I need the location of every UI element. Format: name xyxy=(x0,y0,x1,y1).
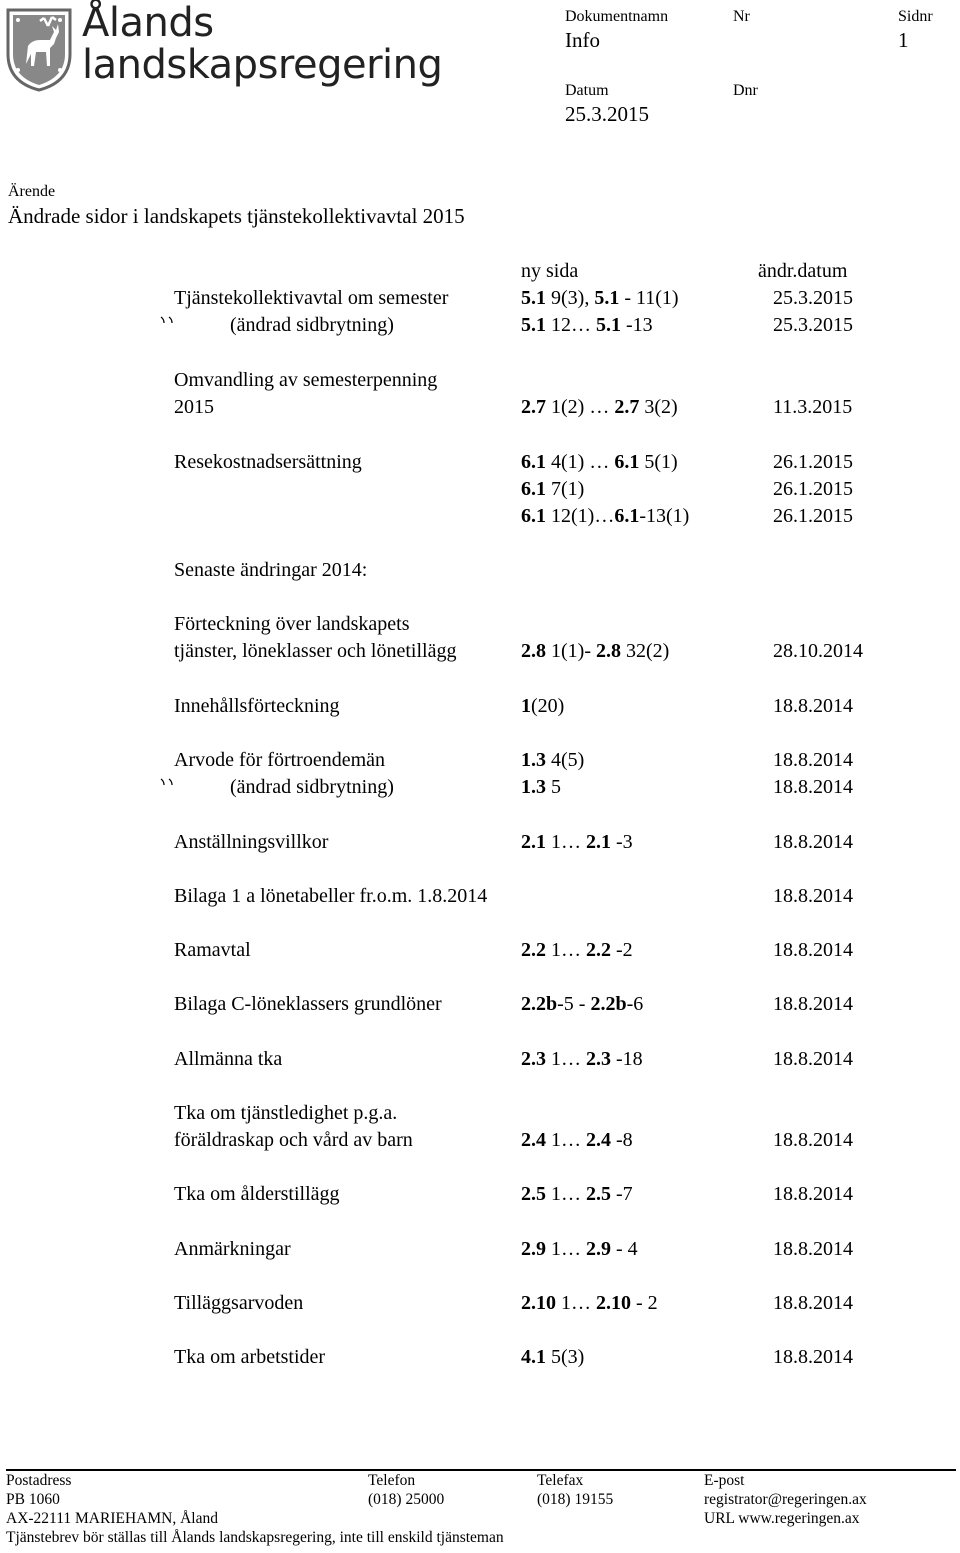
row-page: 1.3 5 xyxy=(521,776,561,798)
page-label: Sidnr xyxy=(898,8,933,25)
row-page: 2.9 1… 2.9 - 4 xyxy=(521,1238,638,1260)
table-row xyxy=(0,991,960,1018)
dnr-label: Dnr xyxy=(733,82,758,99)
fax-label: Telefax xyxy=(537,1472,584,1489)
row-date: 18.8.2014 xyxy=(773,1048,853,1070)
row-page: 2.1 1… 2.1 -3 xyxy=(521,831,633,853)
row-name: Bilaga 1 a lönetabeller fr.o.m. 1.8.2014 xyxy=(174,885,488,907)
row-date: 25.3.2015 xyxy=(773,287,853,309)
row-page: 1.3 4(5) xyxy=(521,749,585,771)
table-row xyxy=(0,638,960,665)
row-name: Innehållsförteckning xyxy=(174,695,340,717)
row-name: Arvode för förtroendemän xyxy=(174,749,386,771)
table-row xyxy=(0,937,960,964)
logo-line-2: landskapsregering xyxy=(82,42,443,88)
table-row xyxy=(0,883,960,910)
row-name: Anställningsvillkor xyxy=(174,831,329,853)
row-page: 1(20) xyxy=(521,695,565,717)
row-date: 18.8.2014 xyxy=(773,831,853,853)
row-name: Tilläggsarvoden xyxy=(174,1292,304,1314)
row-name: Tka om arbetstider xyxy=(174,1346,326,1368)
date-label: Datum xyxy=(565,82,609,99)
row-page: 2.7 1(2) … 2.7 3(2) xyxy=(521,396,678,418)
table-row xyxy=(0,747,960,774)
table-row xyxy=(0,1100,960,1127)
row-date: 18.8.2014 xyxy=(773,993,853,1015)
row-date: 18.8.2014 xyxy=(773,776,853,798)
table-row xyxy=(0,476,960,503)
footer-divider xyxy=(6,1469,956,1471)
row-date: 18.8.2014 xyxy=(773,1346,853,1368)
row-date: 26.1.2015 xyxy=(773,505,853,527)
table-row xyxy=(0,1127,960,1154)
table-row xyxy=(0,449,960,476)
row-page: 4.1 5(3) xyxy=(521,1346,585,1368)
row-name: tjänster, löneklasser och lönetillägg xyxy=(174,640,457,662)
row-page: 2.2 1… 2.2 -2 xyxy=(521,939,633,961)
ditto-mark-icon xyxy=(160,778,178,786)
row-name: Förteckning över landskapets xyxy=(174,613,410,635)
row-name: Anmärkningar xyxy=(174,1238,291,1260)
website-url: URL www.regeringen.ax xyxy=(704,1510,860,1527)
phone-label: Telefon xyxy=(368,1472,416,1489)
row-name: Bilaga C-löneklassers grundlöner xyxy=(174,993,442,1015)
row-date: 26.1.2015 xyxy=(773,451,853,473)
postaddress-label: Postadress xyxy=(6,1472,72,1489)
row-date: 18.8.2014 xyxy=(773,1238,853,1260)
logo-line-1: Ålands xyxy=(82,0,214,46)
row-page: 2.10 1… 2.10 - 2 xyxy=(521,1292,658,1314)
row-page: 6.1 12(1)…6.1-13(1) xyxy=(521,505,690,527)
row-page: 5.1 9(3), 5.1 - 11(1) xyxy=(521,287,679,309)
col-changed-date: ändr.datum xyxy=(758,260,848,282)
postaddress-line-1: PB 1060 xyxy=(6,1491,60,1508)
row-page: 6.1 7(1) xyxy=(521,478,585,500)
table-row xyxy=(0,693,960,720)
table-row xyxy=(0,1290,960,1317)
table-row xyxy=(0,1344,960,1371)
col-new-page: ny sida xyxy=(521,260,579,282)
row-date: 18.8.2014 xyxy=(773,939,853,961)
row-name: 2015 xyxy=(174,396,214,418)
table-row xyxy=(0,394,960,421)
coat-of-arms-icon xyxy=(4,4,74,92)
table-row xyxy=(0,1236,960,1263)
row-name: Tka om ålderstillägg xyxy=(174,1183,340,1205)
document-date: 25.3.2015 xyxy=(565,102,649,126)
row-name: (ändrad sidbrytning) xyxy=(230,314,394,336)
row-date: 25.3.2015 xyxy=(773,314,853,336)
row-date: 28.10.2014 xyxy=(773,640,863,662)
row-name: Omvandling av semesterpenning xyxy=(174,369,438,391)
row-name: Tjänstekollektivavtal om semester xyxy=(174,287,449,309)
table-row xyxy=(0,1181,960,1208)
row-name: föräldraskap och vård av barn xyxy=(174,1129,413,1151)
table-header xyxy=(0,258,960,285)
row-name: Ramavtal xyxy=(174,939,251,961)
footer-note: Tjänstebrev bör ställas till Ålands landskapsregering, inte till enskild tjänsteman xyxy=(6,1529,504,1546)
row-name: Tka om tjänstledighet p.g.a. xyxy=(174,1102,398,1124)
logo xyxy=(4,0,443,96)
email-address: registrator@regeringen.ax xyxy=(704,1491,867,1508)
row-date: 26.1.2015 xyxy=(773,478,853,500)
row-page: 6.1 4(1) … 6.1 5(1) xyxy=(521,451,678,473)
email-label: E-post xyxy=(704,1472,745,1489)
row-page: 2.8 1(1)- 2.8 32(2) xyxy=(521,640,670,662)
section-heading xyxy=(0,557,960,584)
fax-number: (018) 19155 xyxy=(537,1491,614,1508)
row-page: 2.5 1… 2.5 -7 xyxy=(521,1183,633,1205)
table-row xyxy=(0,312,960,339)
phone-number: (018) 25000 xyxy=(368,1491,445,1508)
postaddress-line-2: AX-22111 MARIEHAMN, Åland xyxy=(6,1510,218,1527)
row-date: 11.3.2015 xyxy=(773,396,853,418)
table-row xyxy=(0,774,960,801)
table-row xyxy=(0,1046,960,1073)
table-row xyxy=(0,367,960,394)
table-row xyxy=(0,611,960,638)
ditto-mark-icon xyxy=(160,316,178,324)
table-row xyxy=(0,285,960,312)
row-date: 18.8.2014 xyxy=(773,885,853,907)
doc-name: Info xyxy=(565,28,600,52)
row-page: 2.2b-5 - 2.2b-6 xyxy=(521,993,644,1015)
page-number: 1 xyxy=(898,28,909,52)
row-date: 18.8.2014 xyxy=(773,695,853,717)
table-row xyxy=(0,829,960,856)
row-name: (ändrad sidbrytning) xyxy=(230,776,394,798)
page-title: Ändrade sidor i landskapets tjänstekollektivavtal 2015 xyxy=(8,204,465,228)
row-date: 18.8.2014 xyxy=(773,749,853,771)
arende-label: Ärende xyxy=(8,183,56,200)
row-page: 5.1 12… 5.1 -13 xyxy=(521,314,653,336)
nr-label: Nr xyxy=(733,8,750,25)
row-page: 2.4 1… 2.4 -8 xyxy=(521,1129,633,1151)
row-date: 18.8.2014 xyxy=(773,1129,853,1151)
table-row xyxy=(0,503,960,530)
row-name: Allmänna tka xyxy=(174,1048,283,1070)
row-page: 2.3 1… 2.3 -18 xyxy=(521,1048,643,1070)
row-date: 18.8.2014 xyxy=(773,1292,853,1314)
row-date: 18.8.2014 xyxy=(773,1183,853,1205)
doc-name-label: Dokumentnamn xyxy=(565,8,669,25)
row-name: Senaste ändringar 2014: xyxy=(174,559,368,581)
row-name: Resekostnadsersättning xyxy=(174,451,362,473)
